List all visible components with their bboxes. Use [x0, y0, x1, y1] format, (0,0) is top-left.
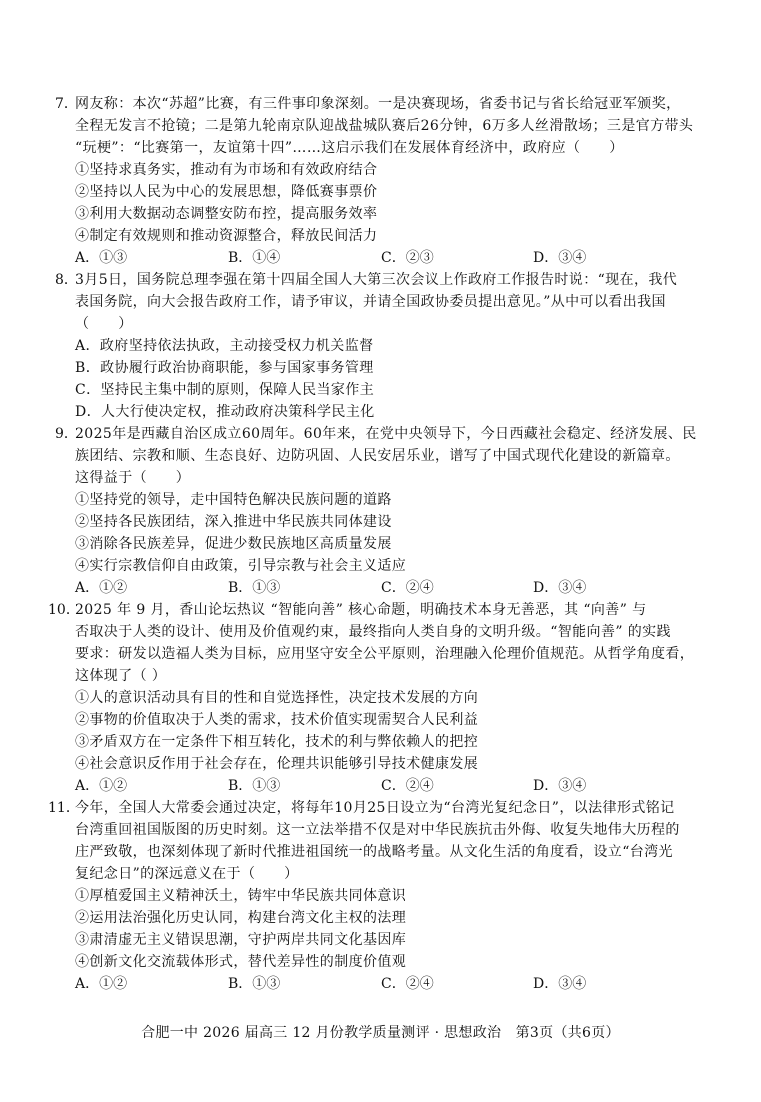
question-stem-line: 庄严致敬，也深刻体现了新时代推进祖国统一的战略考量。从文化生活的角度看，设立“台湾光: [75, 844, 673, 860]
option-a: A．①③: [75, 250, 128, 266]
option-b: B．①④: [228, 250, 281, 266]
option-a: A．①②: [75, 976, 128, 992]
statement-3: ③肃清虚无主义错误思潮，守护两岸共同文化基因库: [75, 932, 407, 948]
option-b: B．政协履行政治协商职能，参与国家事务管理: [75, 360, 374, 376]
question-stem-line: 表国务院，向大会报告政府工作，请予审议，并请全国政协委员提出意见。”从中可以看出我国: [75, 294, 666, 310]
option-c: C．②③: [381, 250, 434, 266]
statement-3: ③矛盾双方在一定条件下相互转化，技术的利与弊依赖人的把控: [75, 734, 479, 750]
question-number: 7．: [55, 96, 78, 112]
page-footer: 合肥一中 2026 届高三 12 月份教学质量测评 · 思想政治 第3页（共6页）: [141, 1025, 620, 1041]
question-number: 9．: [55, 426, 78, 442]
statement-1: ①人的意识活动具有目的性和自觉选择性，决定技术发展的方向: [75, 690, 479, 706]
question-stem-line: 2025年是西藏自治区成立60周年。60年来，在党中央领导下，今日西藏社会稳定、经济发展、民: [75, 426, 697, 442]
option-c: C．②④: [381, 778, 434, 794]
question-stem-line: 否取决于人类的设计、使用及价值观约束，最终指向人类自身的文明升级。“智能向善” 的实践: [75, 624, 671, 640]
option-b: B．①③: [228, 778, 281, 794]
option-a: A．政府坚持依法执政，主动接受权力机关监督: [75, 338, 374, 354]
statement-2: ②坚持各民族团结，深入推进中华民族共同体建设: [75, 514, 392, 530]
option-b: B．①③: [228, 580, 281, 596]
option-a: A．①②: [75, 580, 128, 596]
question-stem-line: 2025 年 9 月，香山论坛热议 “智能向善” 核心命题，明确技术本身无善恶，其 “向善” 与: [75, 602, 647, 618]
statement-3: ③利用大数据动态调整安防布控，提高服务效率: [75, 206, 378, 222]
option-c: C．坚持民主集中制的原则，保障人民当家作主: [75, 382, 375, 398]
statement-2: ②事物的价值取决于人类的需求，技术价值实现需契合人民利益: [75, 712, 479, 728]
question-number: 8．: [55, 272, 78, 288]
statement-2: ②运用法治强化历史认同，构建台湾文化主权的法理: [75, 910, 407, 926]
statement-4: ④制定有效规则和推动资源整合，释放民间活力: [75, 228, 378, 244]
question-stem-line: 今年，全国人大常委会通过决定，将每年10月25日设立为“台湾光复纪念日”，以法律形式铭记: [75, 800, 675, 816]
statement-3: ③消除各民族差异，促进少数民族地区高质量发展: [75, 536, 392, 552]
option-c: C．②④: [381, 976, 434, 992]
option-d: D．③④: [533, 250, 587, 266]
question-number: 11．: [48, 800, 80, 816]
option-d: D．③④: [533, 580, 587, 596]
statement-1: ①坚持求真务实，推动有为市场和有效政府结合: [75, 162, 378, 178]
question-stem-line: “玩梗”：“比赛第一，友谊第十四”……这启示我们在发展体育经济中，政府应（ ）: [75, 140, 624, 156]
statement-1: ①坚持党的领导，走中国特色解决民族问题的道路: [75, 492, 392, 508]
question-stem-line: 网友称：本次“苏超”比赛，有三件事印象深刻。一是决赛现场，省委书记与省长给冠亚军颁奖，: [75, 96, 681, 112]
option-b: B．①③: [228, 976, 281, 992]
statement-1: ①厚植爱国主义精神沃土，铸牢中华民族共同体意识: [75, 888, 407, 904]
statement-4: ④社会意识反作用于社会存在，伦理共识能够引导技术健康发展: [75, 756, 479, 772]
question-stem-line: 族团结、宗教和顺、生态良好、边防巩固、人民安居乐业，谱写了中国式现代化建设的新篇章。: [75, 448, 680, 464]
option-c: C．②④: [381, 580, 434, 596]
question-number: 10．: [48, 602, 80, 618]
question-stem-line: 这得益于（ ）: [75, 470, 191, 486]
option-d: D．③④: [533, 976, 587, 992]
question-stem-line: 这体现了（ ）: [75, 668, 167, 684]
statement-4: ④创新文化交流载体形式，替代差异性的制度价值观: [75, 954, 407, 970]
question-stem-line: 全程无发言不抢镜；二是第九轮南京队迎战盐城队赛后26分钟，6万多人丝滑散场；三是官方带头: [75, 118, 694, 134]
question-stem-line: （ ）: [75, 316, 133, 332]
question-stem-line: 3月5日，国务院总理李强在第十四届全国人大第三次会议上作政府工作报告时说：“现在，我代: [75, 272, 678, 288]
question-stem-line: 台湾重回祖国版图的历史时刻。这一立法举措不仅是对中华民族抗击外侮、收复失地伟大历程的: [75, 822, 680, 838]
question-stem-line: 要求：研发以造福人类为目标，应用坚守安全公平原则，治理融入伦理价值规范。从哲学角度看，: [75, 646, 695, 662]
option-d: D．人大行使决定权，推动政府决策科学民主化: [75, 404, 375, 420]
option-d: D．③④: [533, 778, 587, 794]
statement-4: ④实行宗教信仰自由政策，引导宗教与社会主义适应: [75, 558, 407, 574]
statement-2: ②坚持以人民为中心的发展思想，降低赛事票价: [75, 184, 378, 200]
option-a: A．①②: [75, 778, 128, 794]
question-stem-line: 复纪念日”的深远意义在于（ ）: [75, 866, 299, 882]
